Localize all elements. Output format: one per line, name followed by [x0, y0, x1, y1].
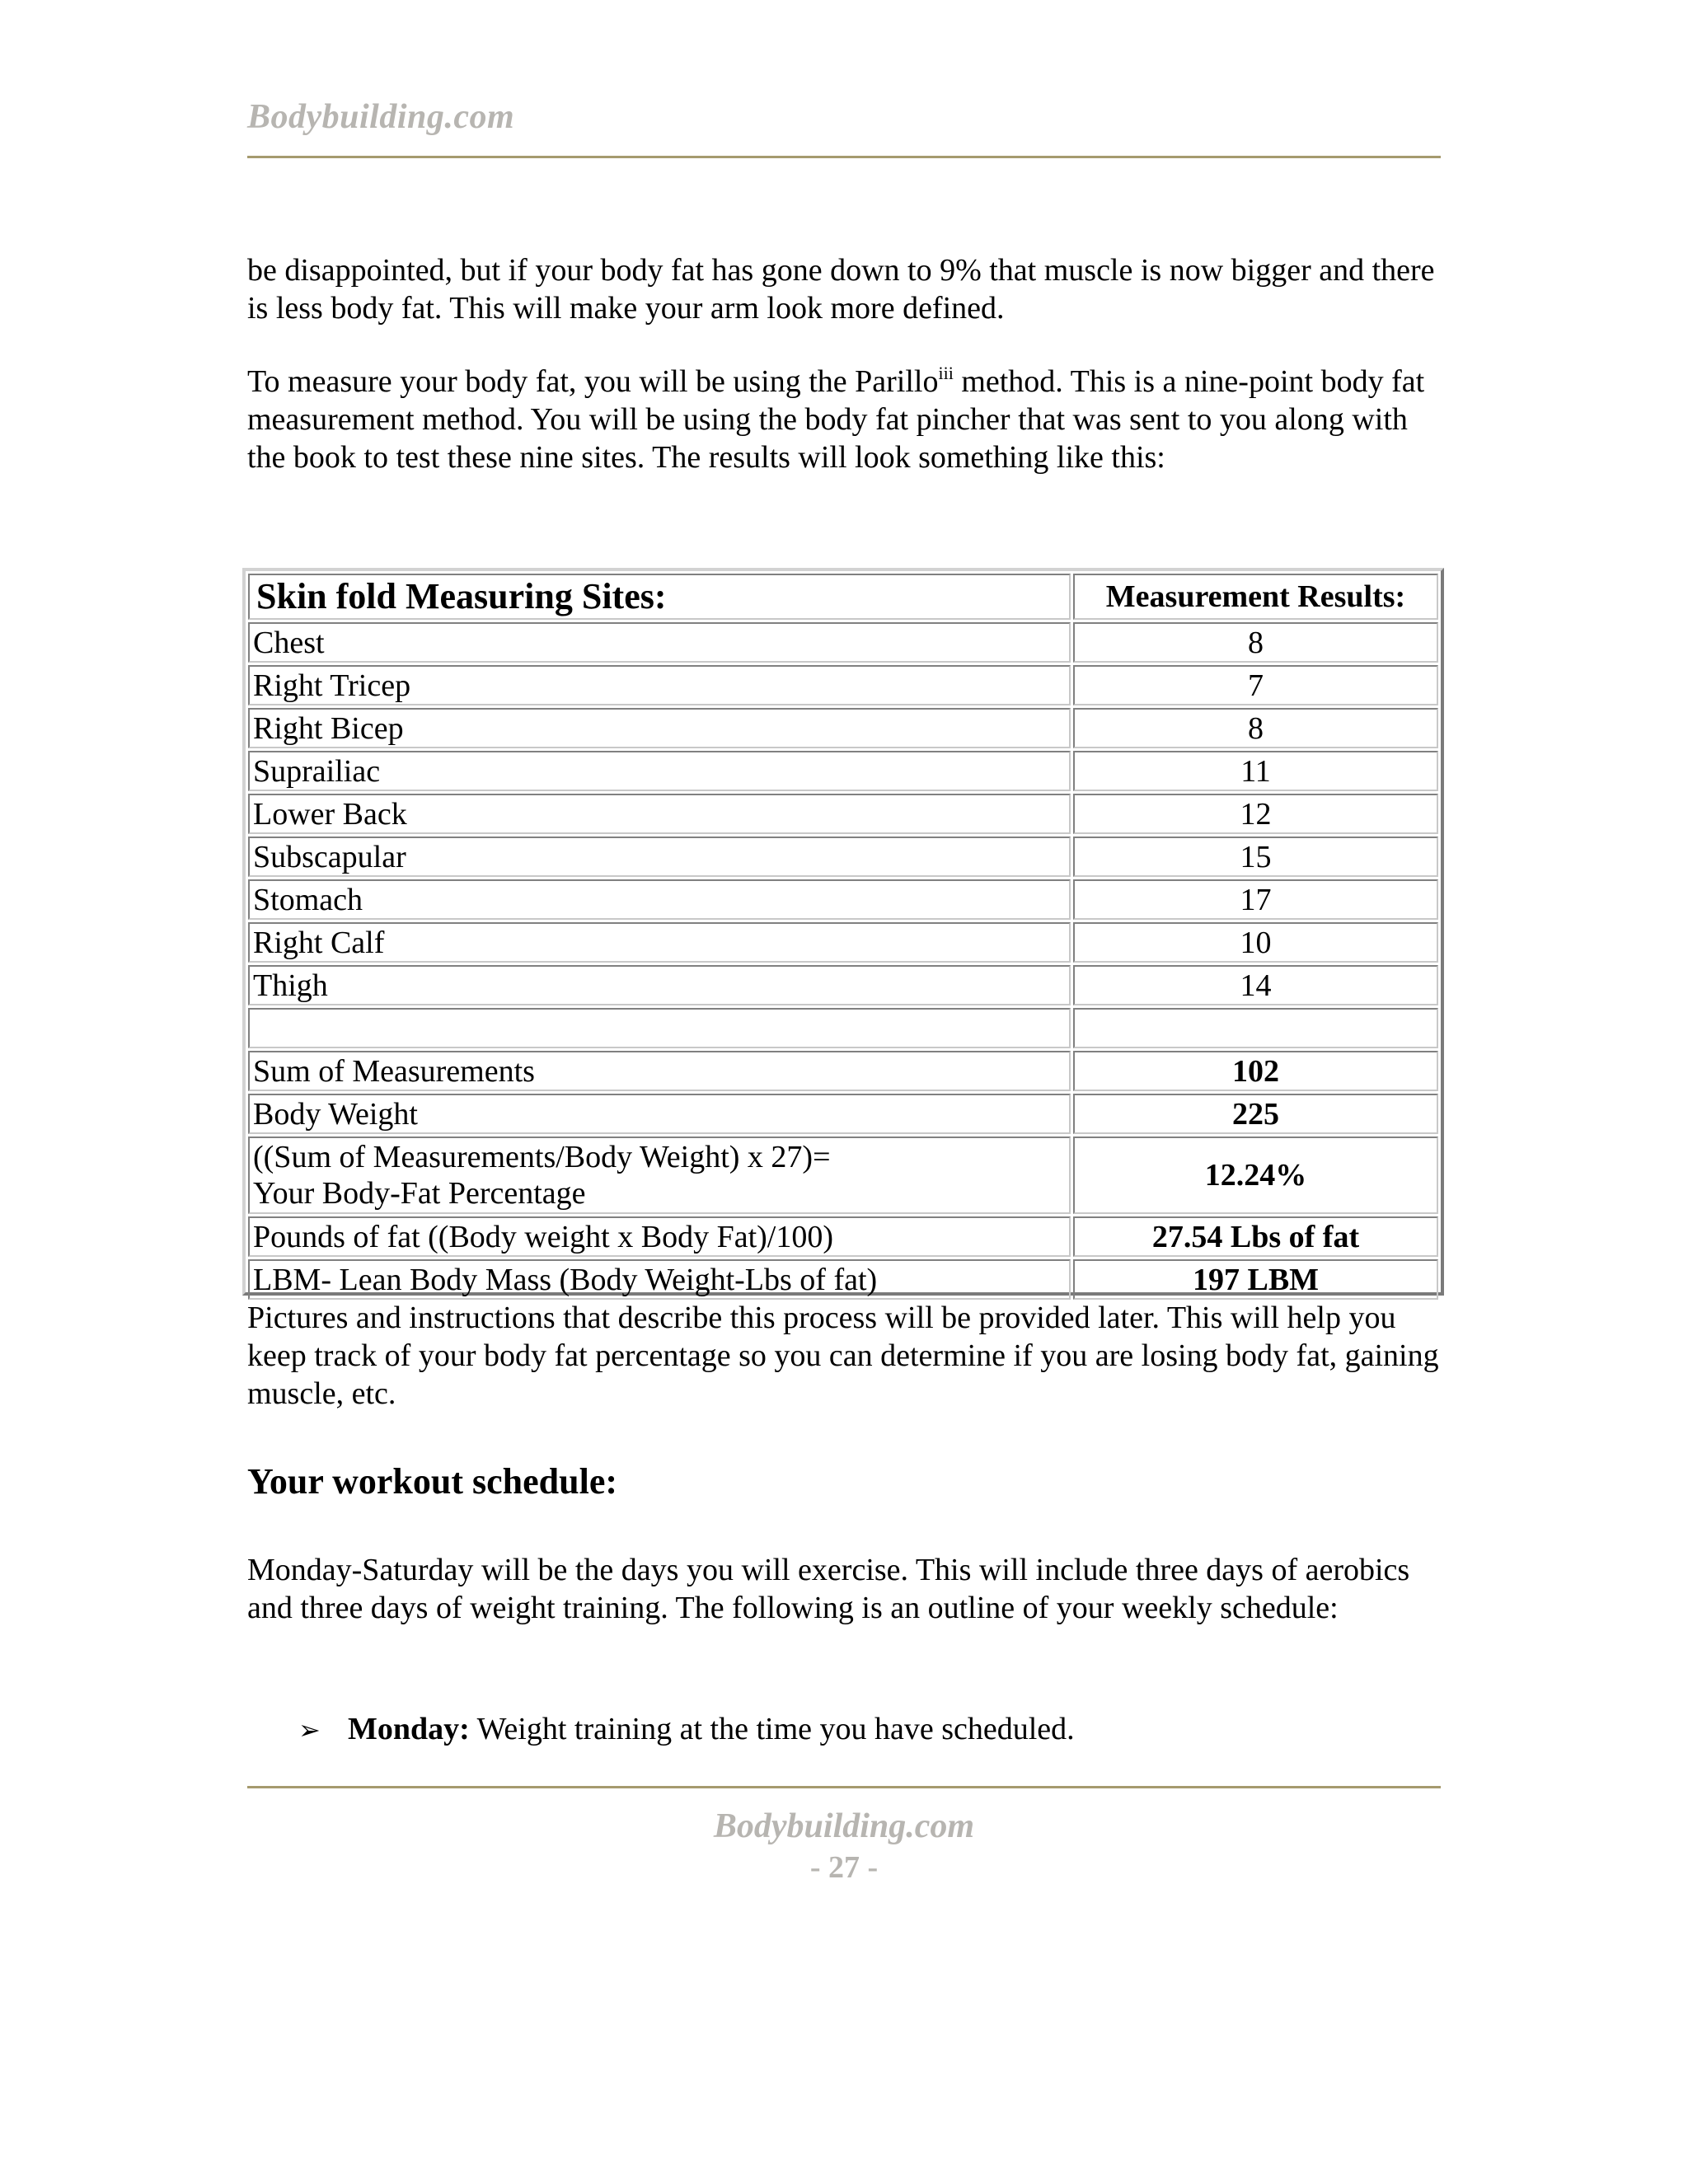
paragraph-parillo-method — [247, 363, 1441, 476]
paragraph-instructions: Pictures and instructions that describe this process will be provided later. This will help you keep track of your body fat percentage so you can determine if you are losing body fat, gaining muscle, etc. — [247, 1301, 1439, 1411]
site-cell: Thigh — [248, 965, 1071, 1005]
value-cell: 10 — [1073, 922, 1438, 963]
value-cell: 15 — [1073, 837, 1438, 877]
weight-value: 225 — [1073, 1094, 1438, 1134]
paragraph-parillo-text-b: method. This is a nine-point body fat measurement method. You will be using the body fat pincher that was sent to you along with the book to test these nine sites. The results will look something like this: — [247, 364, 1425, 475]
pounds-fat-label: Pounds of fat ((Body weight x Body Fat)/100) — [248, 1216, 1071, 1257]
bodyfat-row — [248, 1137, 1438, 1214]
empty-cell — [1073, 1008, 1438, 1048]
table-row — [248, 622, 1438, 663]
footer-rule — [247, 1786, 1441, 1788]
lbm-label: LBM- Lean Body Mass (Body Weight-Lbs of fat) — [248, 1259, 1071, 1300]
bodyfat-value: 12.24% — [1073, 1137, 1438, 1214]
measurement-table-frame — [242, 568, 1444, 1296]
bodyfat-label — [248, 1137, 1071, 1214]
pounds-fat-value: 27.54 Lbs of fat — [1073, 1216, 1438, 1257]
header-rule — [247, 156, 1441, 158]
empty-row — [248, 1008, 1438, 1048]
value-cell: 14 — [1073, 965, 1438, 1005]
value-cell: 7 — [1073, 665, 1438, 705]
table-row — [248, 794, 1438, 834]
value-cell: 17 — [1073, 879, 1438, 920]
bullet-monday — [298, 1710, 1075, 1749]
table-row — [248, 879, 1438, 920]
footer-site-title: Bodybuilding.com — [713, 1807, 975, 1845]
sum-row — [248, 1051, 1438, 1091]
weight-label: Body Weight — [248, 1094, 1071, 1134]
paragraph-parillo-text-a: To measure your body fat, you will be using the Parillo — [247, 364, 939, 399]
value-cell: 8 — [1073, 622, 1438, 663]
sum-label: Sum of Measurements — [248, 1051, 1071, 1091]
bodyfat-caption: Your Body-Fat Percentage — [253, 1176, 586, 1211]
value-cell: 11 — [1073, 751, 1438, 791]
section-heading-workout: Your workout schedule: — [247, 1461, 618, 1502]
page-number: - 27 - — [809, 1850, 879, 1885]
pounds-fat-row — [248, 1216, 1438, 1257]
arrow-bullet-icon: ➢ — [298, 1714, 321, 1746]
value-cell: 8 — [1073, 708, 1438, 748]
table-row — [248, 837, 1438, 877]
site-cell: Right Bicep — [248, 708, 1071, 748]
table-row — [248, 965, 1438, 1005]
table-row — [248, 922, 1438, 963]
site-cell: Stomach — [248, 879, 1071, 920]
bullet-text: Weight training at the time you have scheduled. — [469, 1712, 1075, 1746]
lbm-row — [248, 1259, 1438, 1300]
sum-value: 102 — [1073, 1051, 1438, 1091]
measurement-table — [246, 571, 1441, 1302]
column-header-sites: Skin fold Measuring Sites: — [248, 574, 1071, 620]
table-header-row — [248, 574, 1438, 620]
bullet-day-label: Monday: — [348, 1712, 470, 1746]
site-cell: Right Tricep — [248, 665, 1071, 705]
table-row — [248, 665, 1438, 705]
site-cell: Lower Back — [248, 794, 1071, 834]
footnote-ref-iii[interactable]: iii — [938, 363, 954, 383]
header-site-title: Bodybuilding.com — [247, 98, 515, 136]
empty-cell — [248, 1008, 1071, 1048]
lbm-value: 197 LBM — [1073, 1259, 1438, 1300]
site-cell: Suprailiac — [248, 751, 1071, 791]
paragraph-arm-definition: be disappointed, but if your body fat has gone down to 9% that muscle is now bigger and there is less body fat. This will make your arm look more defined. — [247, 253, 1435, 326]
site-cell: Subscapular — [248, 837, 1071, 877]
bodyfat-formula: ((Sum of Measurements/Body Weight) x 27)= — [253, 1140, 831, 1174]
site-cell: Chest — [248, 622, 1071, 663]
table-row — [248, 708, 1438, 748]
column-header-results: Measurement Results: — [1073, 574, 1438, 620]
site-cell: Right Calf — [248, 922, 1071, 963]
weight-row — [248, 1094, 1438, 1134]
table-row — [248, 751, 1438, 791]
value-cell: 12 — [1073, 794, 1438, 834]
paragraph-schedule: Monday-Saturday will be the days you will exercise. This will include three days of aerobics and three days of weight training. The following is an outline of your weekly schedule: — [247, 1553, 1410, 1625]
